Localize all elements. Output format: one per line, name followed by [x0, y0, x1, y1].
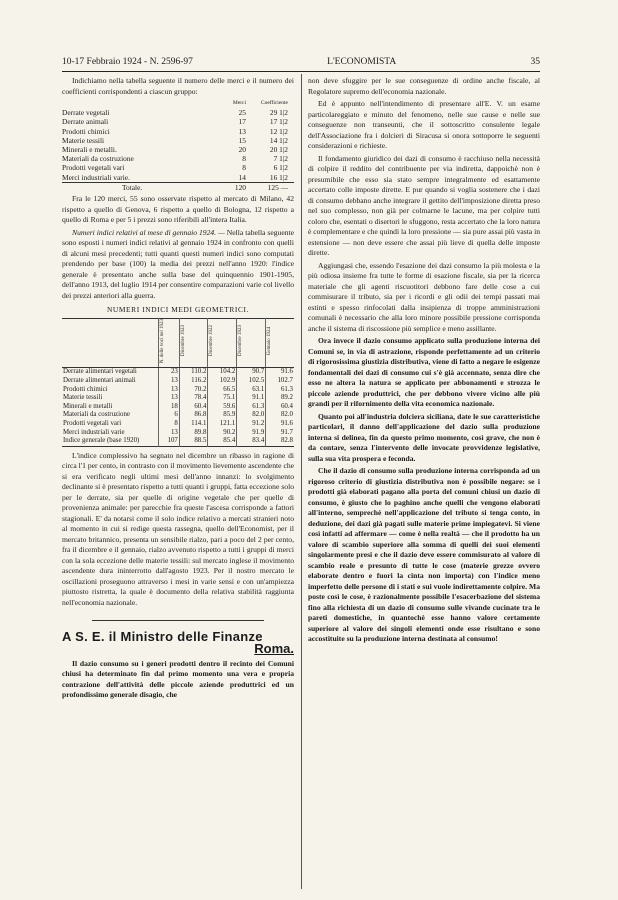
index-row: Materiali da costruzione 6 86.8 85.9 82.0 82.0 [63, 411, 293, 419]
section-title: A S. E. il Ministro delle Finanze [62, 629, 263, 645]
goods-row: Materiali da costruzione 8 7 1|2 [62, 154, 288, 164]
section-rule [92, 620, 264, 621]
index-table [62, 318, 294, 447]
paragraph: Aggiungasi che, essendo l'esazione dei dazi consumo la più molesta e la più odiosa insieme fra tutte le forme di esazione fiscale, sia per la ricerca materiale che gli agenti riscuotitori debbono fare delle cose a cui commisurare il tributo, sia per i ricordi e gli odii dei tempi passati mai estinti e spesso rinfocolati dalla insipienza di troppe amministrazioni comunali è necessario che alla loro minore possibile pressione corrisponda anche il sistema di riscossione più semplice e meno assillante. [308, 260, 540, 333]
index-col-header: Gennaio 1924 [267, 326, 273, 355]
intro-paragraph: Indichiamo nella tabella seguente il numero delle merci e il numero dei coefficienti corrispondenti a ciascun gruppo: [62, 76, 294, 96]
header-rule [62, 71, 540, 72]
index-row: Minerali e metalli 18 60.4 59.6 61.3 60.4 [63, 402, 293, 410]
index-row: Materie tessili 13 78.4 75.1 91.1 89.2 [63, 394, 293, 402]
index-col-header: N. delle voci nel 1923 [160, 318, 165, 363]
section-subtitle: Roma. [254, 641, 294, 657]
paragraph: Quanto poi all'industria dolciera siciliana, date le sue caratteristiche particolari, il danno dell'applicazione del dazio sulla produzione interna si delinea, fin da questo primo momento, così grave, che non è da contare, senza l'intervento delle invocate provvidenze legislative, sulla sua vita prospera e feconda. [308, 411, 540, 463]
index-row: Merci industriali varie 13 89.8 90.2 91.9 91.7 [63, 428, 293, 436]
index-col-header: Dicembre 1923 [180, 325, 186, 357]
goods-col-coeff: Coefficiente [260, 100, 288, 106]
index-row: Derrate alimentari animali 13 116.2 102.9 102.5 102.7 [63, 377, 293, 385]
paragraph: Che il dazio di consumo sulla produzione interna corrisponda ad un rigoroso criterio di giustizia distributiva non è possibile negare: se i prodotti già elaborati pagano alla porta del comuni chiusi un dazio di consumo, è giusto che lo paghino anche quelli che vengono elaborati all'interno, semprechè nell'applicazione del tributo si tenga conto, in deduzione, dei dazi già pagati sulle materie prime impiegatevi. Si viene così infatti ad affermare — come è nella realtà — che il prodotto ha un valore di scambio superiore alla somma di quelli dei suoi elementi singolarmente presi e che il dazio deve essere commisurato al valore di scambio reale e presunto di tutte le cose (materie grezze ovvero elaborate dentro e fuori la cinta non importa) con l'indice meno imperfetto delle persone di i stati e sui vuole indirettamente colpire. Ma poste così le cose, è razionalmente possibile l'esacerbazione del sistema fino alla richiesta di un dazio di consumo sulle vivande cucinate tra le pareti domestiche, in quantochè esse hanno valore certamente superiore al valore dei singoli elementi onde esse risultano e sono accostituite su la produzione interna destinata al consumo! [308, 466, 540, 643]
goods-row: Minerali e metalli. 20 20 1|2 [62, 145, 288, 155]
paragraph: Fra le 120 merci, 55 sono osservate rispetto al mercato di Milano, 42 rispetto a quello di Genova, 6 rispetto a quello di Bologna, 12 rispetto a quello di Roma e per 5 i prezzi sono riferibili all'intera Italia. [62, 194, 294, 225]
goods-row: Derrate animali 17 17 1|2 [62, 117, 288, 127]
right-column [308, 76, 540, 886]
left-column [62, 76, 294, 886]
goods-row: Materie tessili 15 14 1|2 [62, 135, 288, 145]
paragraph: Il fondamento giuridico dei dazi di consumo è racchiuso nella necessità di colpire il reddito del contribuente per via indiretta, dappoichè non è presumibile che esso sia stato sempre integralmente ed esattamente accertato colle imposte dirette. E pur quando si voglia sostenere che i dazi di consumo debbano anche integrare il gettito dell'imposizione diretta preso nel suo complesso, non già per colmarne le lacune, ma per colpire tutti coloro che, esentati o disertori le sfuggono, resta accertato che la loro natura è complementare e che quindi la loro pressione — sia pure assai più vasta in estensione — non deve essere che assai più lieve di quella delle imposte dirette. [308, 153, 540, 257]
issue-date: 10-17 Febbraio 1924 - N. 2596-97 [62, 57, 193, 67]
goods-col-merci: Merci [232, 100, 246, 106]
italic-heading: Numeri indici relativi al mese di gennaio 1924. — [72, 227, 225, 237]
column-divider [301, 74, 302, 889]
goods-table [62, 99, 294, 192]
index-table-title: NUMERI INDICI MEDI GEOMETRICI. [107, 305, 249, 315]
journal-name: L'ECONOMISTA [327, 57, 397, 67]
goods-row: Prodotti vegetali vari 8 6 1|2 [62, 163, 288, 173]
paragraph: Il dazio consumo su i generi prodotti dentro il recinto dei Comuni chiusi ha determinato fin dal primo momento una vera e propria contrazione dell'attività delle piccole aziende produttrici ed un profondissimo generale disagio, che [62, 658, 294, 700]
index-row: Prodotti vegetali vari 8 114.1 121.1 91.2 91.6 [63, 419, 293, 427]
goods-row: Merci industriali varie. 14 16 1|2 [62, 172, 288, 182]
index-row: Indice generale (base 1920) 107 88.5 85.4 83.4 82.8 [62, 437, 294, 446]
index-row: Derrate alimentari vegetali 23 110.2 104.2 90.7 91.6 [63, 368, 293, 376]
page-header [62, 55, 540, 69]
paragraph: Ora invece il dazio consumo applicato sulla produzione interna dei Comuni se, in via di astrazione, risponde perfettamente ad un criterio di rigorosissima giustizia distributiva, viene di fatto a negare le esigenze fondamentali dei dazi di consumo cui s'è già accennato, senza dire che esso ne altera la natura se applicato per abbonamenti e strozza le piccole aziende produttrici, che per debbono vivere vicino alle più grandi per il rifornimento della vita economica nazionale. [308, 336, 540, 408]
goods-total-row: Totale. 120 125 — [62, 182, 294, 192]
index-col-header: Dicembre 1923 [238, 325, 244, 357]
paragraph: non deve sfuggire per le sue conseguenze di ordine anche fiscale, al Regolatore supremo dell'economia nazionale. [308, 76, 540, 96]
index-row: Prodotti chimici 13 70.2 66.5 63.1 61.3 [63, 385, 293, 393]
goods-row: Derrate vegetali 25 29 1|2 [62, 108, 288, 118]
index-col-header: Dicembre 1922 [209, 325, 215, 357]
goods-row: Prodotti chimici 13 12 1|2 [62, 126, 288, 136]
page-number: 35 [530, 57, 540, 67]
paragraph: Numeri indici relativi al mese di gennaio 1924. — Nella tabella seguente sono esposti i numeri indici relativi al gennaio 1924 in confronto con quelli di alcuni mesi precedenti; tutti quanti questi numeri indici sono computati prendendo per base (100) la media dei prezzi nell'anno 1920: l'indice generale è presentato anche sulla base del quinquennio 1901-1905, dell'anno 1913, del luglio 1914 per consentire comparazioni varie col livello dei prezzi anteriori alla guerra. [62, 227, 294, 300]
paragraph: Ed è appunto nell'intendimento di presentare all'E. V. un esame particolareggiato e minuto del fenomeno, nelle sue cause e nelle sue conseguenze non transeunti, che il sottoscritto consulente legale dell'Associazione fra i dolcieri di Siracusa si onora sottoporre le seguenti considerazioni e richieste. [308, 99, 540, 150]
paragraph: L'indice complessivo ha segnato nel dicembre un ribasso in ragione di circa l'1 per cento, in contrasto con il movimento lievemente ascendente che si era verificato negli ultimi mesi dell'anno innanzi: lo svolgimento declinante si è presentato rispetto a tutti quanti i gruppi, fatta eccezione solo per le derrate, sia per quelle di origine vegetale che per quelle di provenienza animale: per parecchie fra queste l'ascesa corrisponde a fattori stagionali. E' da notarsi come il solo indice relativo a mercati stranieri noto al momento in cui si redige questa rassegna, quello dell'Economist, per il mercato britannico, presenta un sensibile rialzo, pari a poco del 2 per cento, fra il dicembre e il gennaio, rialzo avvenuto rispetto a tutti i gruppi di merci con la sola eccezione delle materie tessili: sul mercato inglese il movimento ascendente dura ininterrotto dall'agosto 1923. Per il nostro mercato le oscillazioni proseguono attraverso i mesi in varie sensi e con un'ampiezza piuttosto ristretta, la quale è documento della relativa stabilità raggiunta nell'economia nazionale. [62, 450, 294, 607]
